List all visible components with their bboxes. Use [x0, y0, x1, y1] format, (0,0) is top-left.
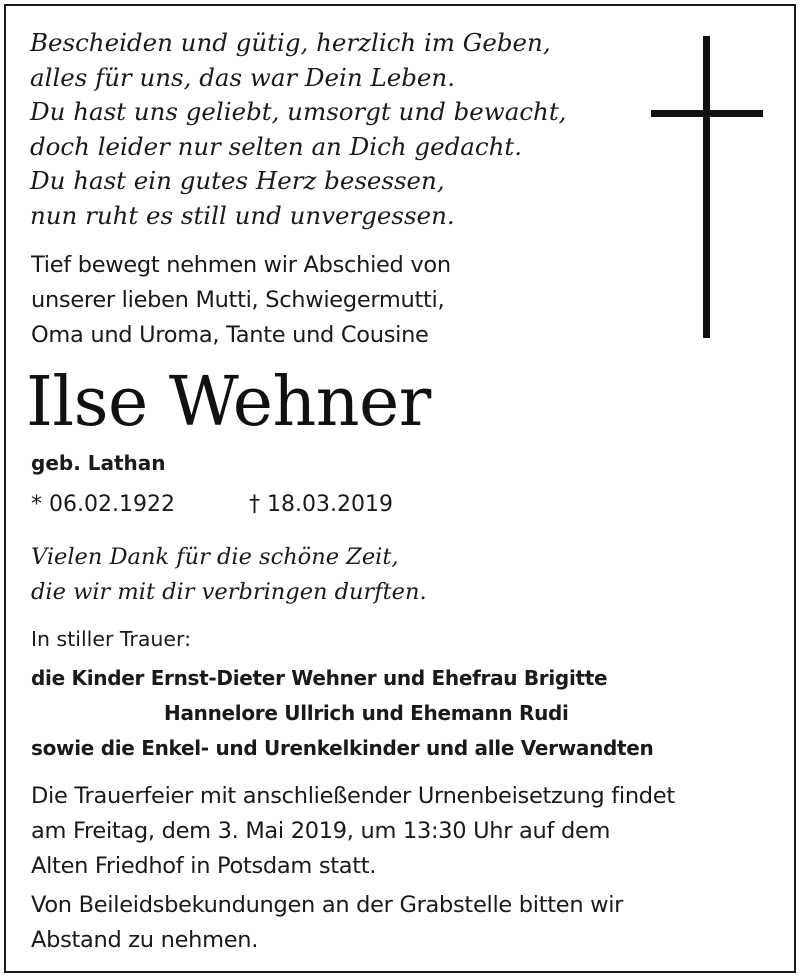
poem-line: nun ruht es still und unvergessen. — [30, 200, 455, 230]
cross-horizontal-bar — [651, 110, 763, 117]
poem-line: alles für uns, das war Dein Leben. — [30, 62, 455, 92]
funeral-service-info — [31, 779, 675, 884]
birth-date: * 06.02.1922 — [31, 492, 175, 517]
mourner-line: die Kinder Ernst-Dieter Wehner und Ehefrau Brigitte — [31, 666, 608, 690]
life-dates — [31, 490, 393, 520]
poem-line: doch leider nur selten an Dich gedacht. — [30, 131, 522, 161]
intro-line: Oma und Uroma, Tante und Cousine — [31, 322, 429, 348]
thanks-verse — [31, 540, 427, 610]
service-line: Die Trauerfeier mit anschließender Urnenbeisetzung findet — [31, 783, 675, 809]
poem-line: Bescheiden und gütig, herzlich im Geben, — [30, 28, 551, 57]
memorial-poem — [30, 26, 566, 233]
condolence-line: Abstand zu nehmen. — [31, 927, 259, 953]
mourners-list — [31, 661, 654, 766]
thanks-line: die wir mit dir verbringen durften. — [31, 579, 427, 605]
service-line: am Freitag, dem 3. Mai 2019, um 13:30 Uhr auf dem — [31, 818, 611, 844]
farewell-intro — [31, 248, 451, 353]
condolence-line: Von Beileidsbekundungen an der Grabstelle bitten wir — [31, 892, 624, 918]
mourner-line: sowie die Enkel- und Urenkelkinder und alle Verwandten — [31, 736, 654, 760]
intro-line: unserer lieben Mutti, Schwiegermutti, — [31, 287, 445, 313]
mourner-line: Hannelore Ullrich und Ehemann Rudi — [164, 701, 569, 725]
cross-vertical-bar — [703, 36, 710, 338]
maiden-name: geb. Lathan — [31, 451, 166, 475]
mourning-label: In stiller Trauer: — [31, 627, 191, 651]
death-date: † 18.03.2019 — [249, 492, 393, 517]
poem-line: Du hast uns geliebt, umsorgt und bewacht, — [30, 97, 567, 126]
thanks-line: Vielen Dank für die schöne Zeit, — [31, 544, 399, 570]
condolence-note — [31, 888, 623, 958]
intro-line: Tief bewegt nehmen wir Abschied von — [31, 252, 451, 278]
poem-line: Du hast ein gutes Herz besessen, — [30, 166, 445, 195]
service-line: Alten Friedhof in Potsdam statt. — [31, 853, 377, 879]
deceased-name: Ilse Wehner — [26, 363, 431, 442]
